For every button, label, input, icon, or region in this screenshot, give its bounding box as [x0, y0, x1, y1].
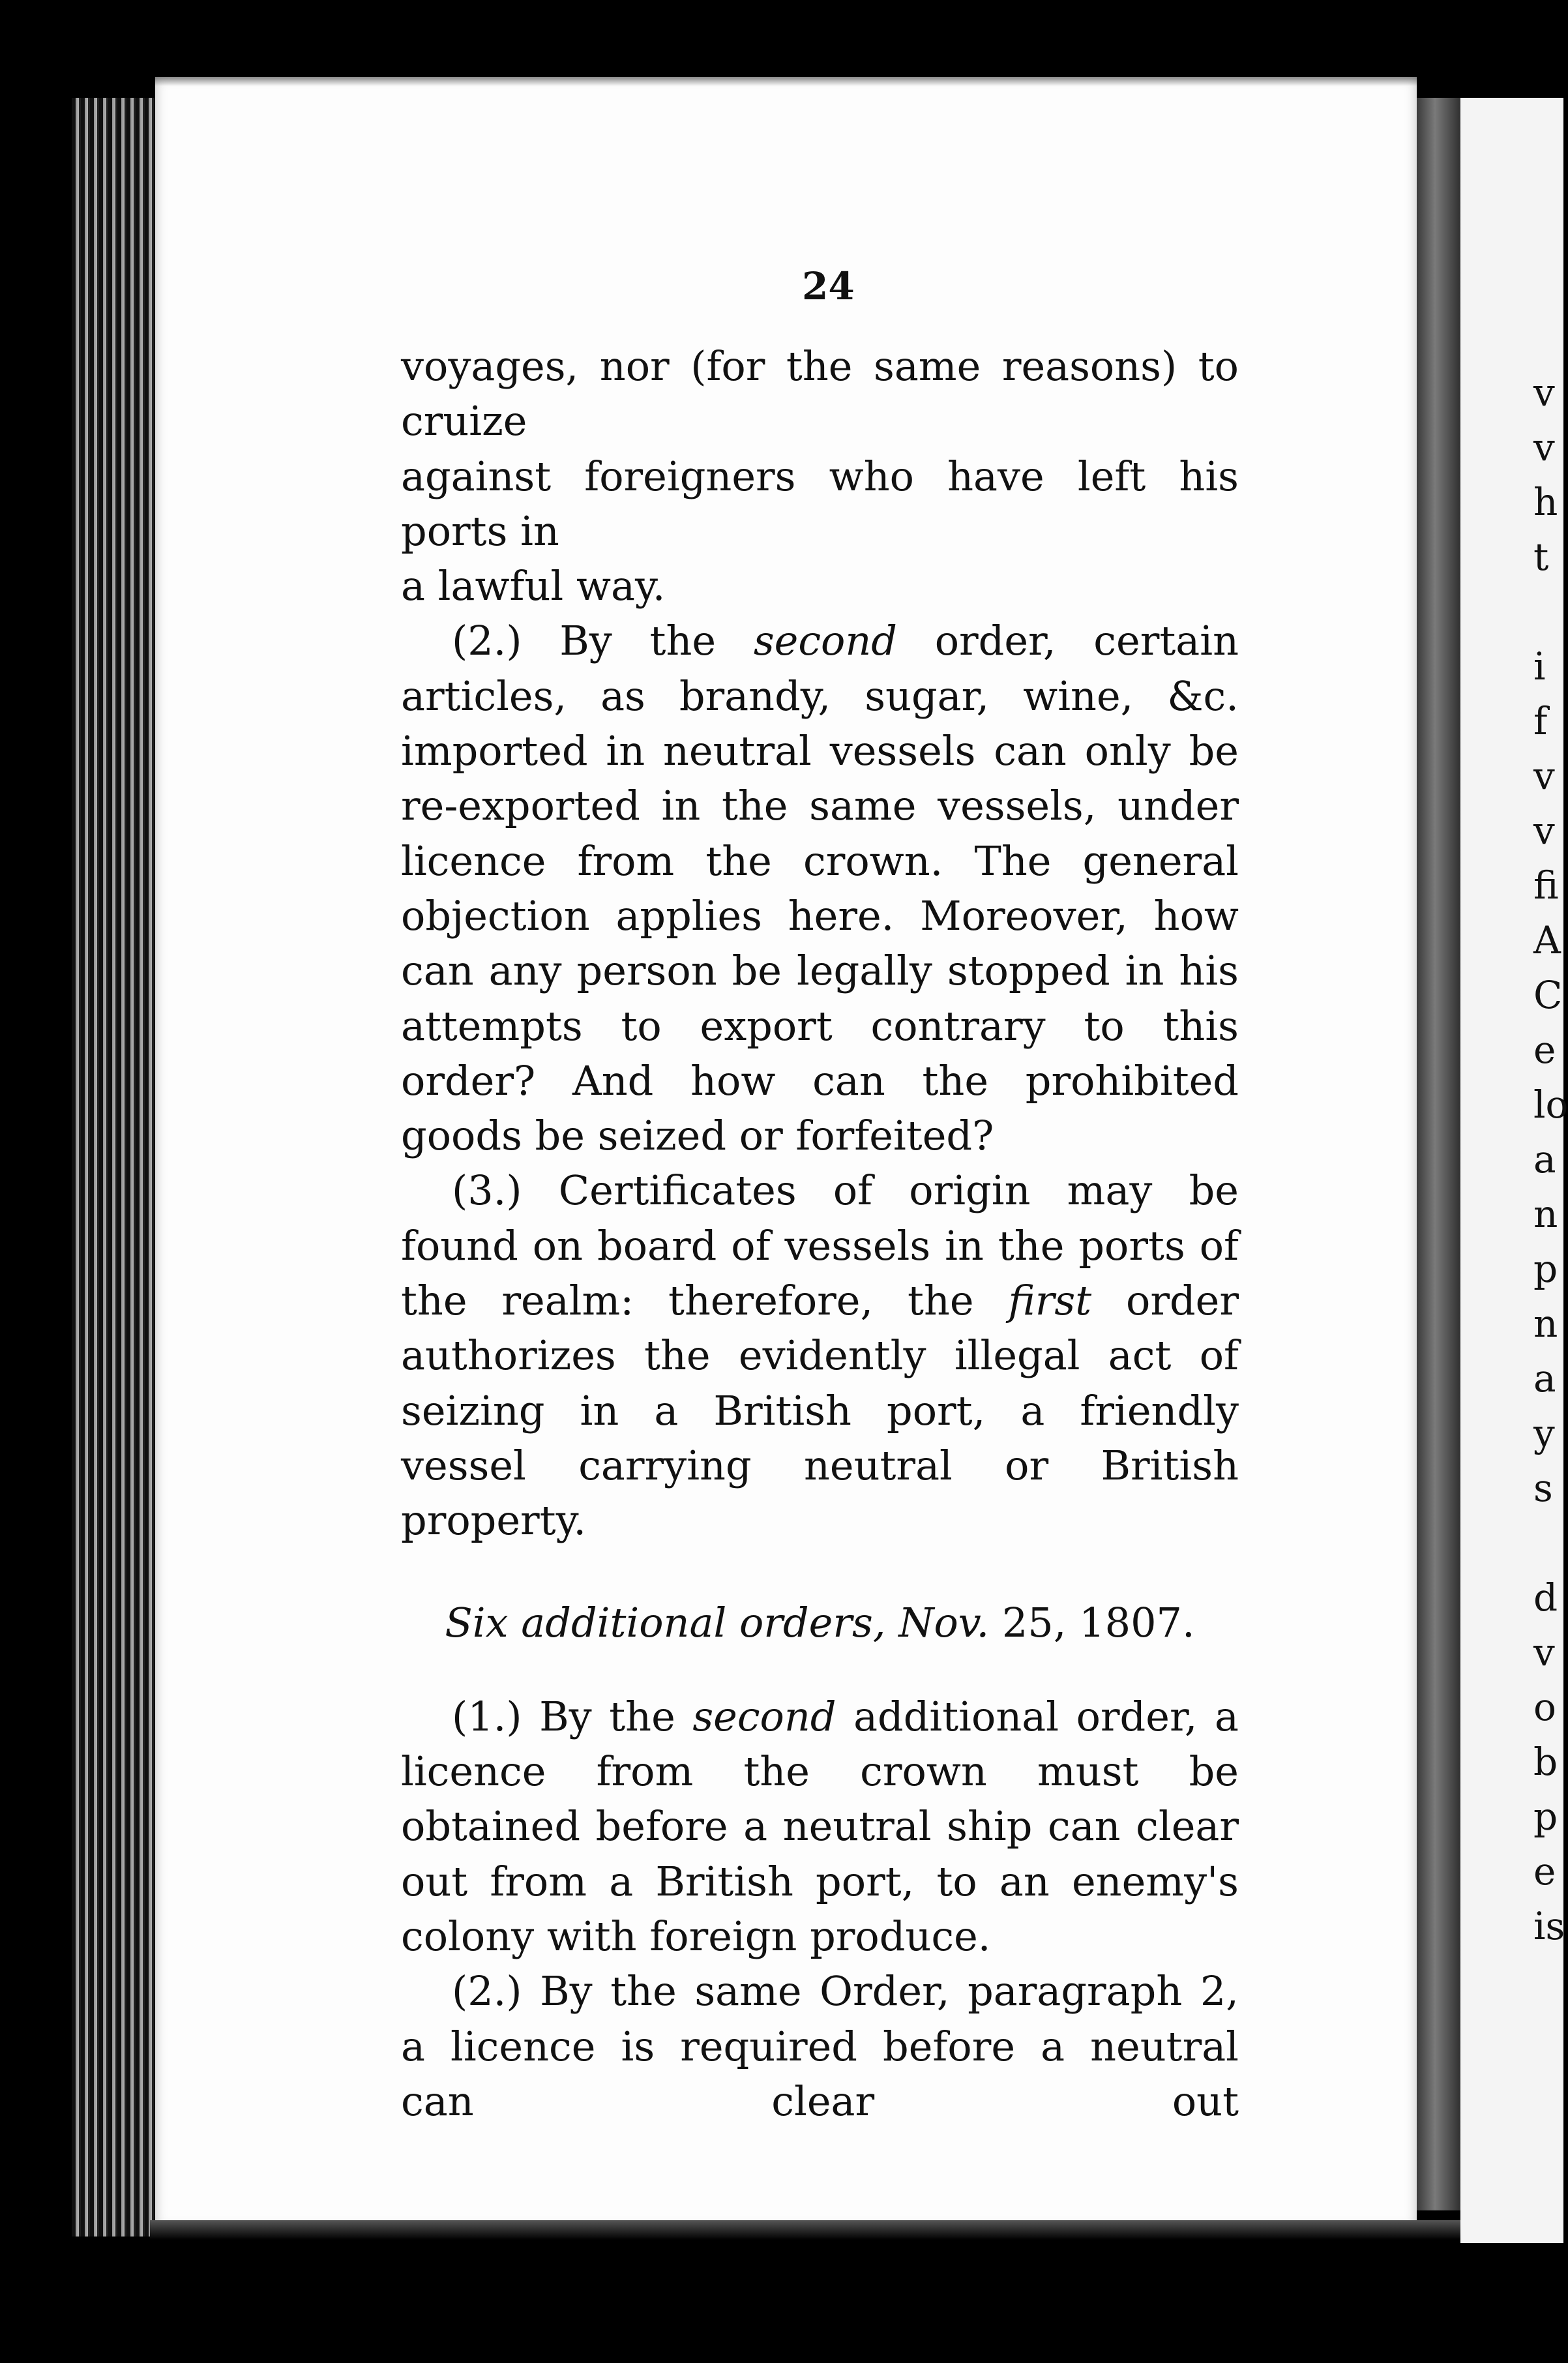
next-page-fragment: p: [1533, 1794, 1558, 1839]
next-page-fragment: a: [1533, 1356, 1556, 1401]
italic-run: first: [1008, 1277, 1092, 1325]
text-run: order, certain articles, as brandy, sugar, wine, &c. imported in neutral vessels can only be re-exported in the same vessels, under licence from the crown. The general objection applies here. Moreover, how can any person be legally stopped in his attempts to export contrary to this order? And how can the prohibited goods be seized or forfeited?: [401, 617, 1239, 1160]
next-page-fragment: lo: [1533, 1082, 1568, 1127]
next-page-fragment: n: [1533, 1192, 1558, 1236]
next-page-fragment: v: [1533, 425, 1555, 469]
text-line: a lawful way.: [401, 562, 666, 610]
text-run: additional order, a licence from the crown must be obtained before a neutral ship can clear out from a British port, to an enemy's colony with foreign produce.: [401, 1692, 1239, 1961]
next-page-fragment: b: [1533, 1740, 1558, 1784]
next-page-fragment: is: [1533, 1904, 1565, 1948]
next-page-fragment: e: [1533, 1849, 1556, 1894]
next-page-fragment: h: [1533, 480, 1558, 524]
next-page-text-fragments: [1533, 365, 1568, 1954]
body-text: [401, 339, 1239, 2129]
text-run: order authorizes the evidently illegal act of seizing in a British port, a friendly vessel carrying neutral or British property.: [401, 1277, 1239, 1545]
next-page-fragment: i: [1533, 644, 1546, 689]
book-gutter: [1417, 98, 1462, 2210]
next-page-fragment: t: [1533, 535, 1549, 579]
heading-italic: Six additional orders, Nov.: [445, 1598, 990, 1646]
left-page-edges: [72, 98, 160, 2237]
next-page-fragment: n: [1533, 1301, 1558, 1346]
next-page-fragment: C: [1533, 973, 1563, 1017]
next-page-fragment: p: [1533, 1247, 1558, 1291]
next-page-fragment: f: [1533, 699, 1548, 743]
italic-run: second: [753, 617, 897, 665]
next-page-fragment: A: [1533, 918, 1561, 962]
page-number: 24: [802, 264, 855, 308]
heading-date: 25, 1807.: [989, 1598, 1195, 1646]
text-run: (1.) By the: [452, 1692, 693, 1740]
next-page-fragment: fi: [1533, 863, 1559, 908]
next-page-fragment: o: [1533, 1685, 1556, 1729]
text-line: against foreigners who have left his ports in: [401, 452, 1239, 555]
next-page-fragment: a: [1533, 1137, 1556, 1182]
paragraph-3: [401, 1163, 1239, 1548]
top-shadow: [150, 63, 1428, 86]
next-page-fragment: [1533, 584, 1563, 639]
next-page-fragment: y: [1533, 1411, 1555, 1455]
next-page-fragment: [1533, 1515, 1563, 1570]
next-page-fragment: v: [1533, 809, 1555, 853]
paragraph-2: [401, 614, 1239, 1163]
next-page-fragment: v: [1533, 370, 1555, 415]
section-heading: [401, 1596, 1239, 1650]
text-run: (3.) Certificates of origin may be found on board of vessels in the ports of the realm: therefore, the: [401, 1167, 1239, 1325]
paragraph-additional-1: [401, 1689, 1239, 1964]
text-line: voyages, nor (for the same reasons) to cruize: [401, 342, 1239, 445]
bottom-page-edge: [150, 2220, 1460, 2240]
next-page-fragment: v: [1533, 754, 1555, 798]
italic-run: second: [692, 1692, 836, 1740]
next-page-fragment: s: [1533, 1466, 1553, 1510]
text-run: (2.) By the same Order, paragraph 2, a licence is required before a neutral can clear out: [401, 1967, 1239, 2125]
next-page-fragment: d: [1533, 1575, 1558, 1620]
next-page-fragment: v: [1533, 1630, 1555, 1674]
next-page-fragment: e: [1533, 1028, 1556, 1072]
paragraph-continued: [401, 339, 1239, 614]
paragraph-additional-2: [401, 1964, 1239, 2129]
text-run: (2.) By the: [452, 617, 754, 665]
